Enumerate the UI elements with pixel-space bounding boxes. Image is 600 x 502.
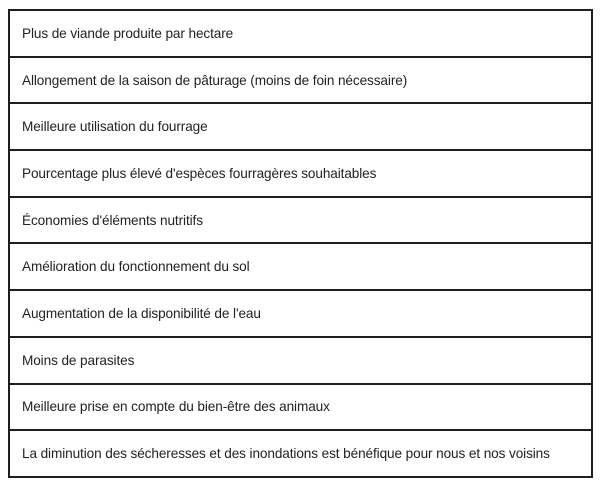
table-cell: Économies d'éléments nutritifs (9, 197, 592, 244)
table-cell: Meilleure utilisation du fourrage (9, 103, 592, 150)
table-row (9, 243, 592, 290)
table-row (9, 150, 592, 197)
table-row (9, 103, 592, 150)
benefits-table (8, 9, 593, 478)
table-row (9, 384, 592, 431)
table-cell: Amélioration du fonctionnement du sol (9, 243, 592, 290)
table-row (9, 57, 592, 104)
table-row (9, 337, 592, 384)
table-row (9, 197, 592, 244)
table-row (9, 430, 592, 477)
table-cell: Pourcentage plus élevé d'espèces fourragères souhaitables (9, 150, 592, 197)
table-row (9, 290, 592, 337)
table-cell: La diminution des sécheresses et des inondations est bénéfique pour nous et nos voisins (9, 430, 592, 477)
table-row (9, 10, 592, 57)
benefits-table-body (9, 10, 592, 477)
table-cell: Augmentation de la disponibilité de l'eau (9, 290, 592, 337)
table-cell: Moins de parasites (9, 337, 592, 384)
table-cell: Allongement de la saison de pâturage (moins de foin nécessaire) (9, 57, 592, 104)
table-cell: Meilleure prise en compte du bien-être des animaux (9, 384, 592, 431)
table-cell: Plus de viande produite par hectare (9, 10, 592, 57)
